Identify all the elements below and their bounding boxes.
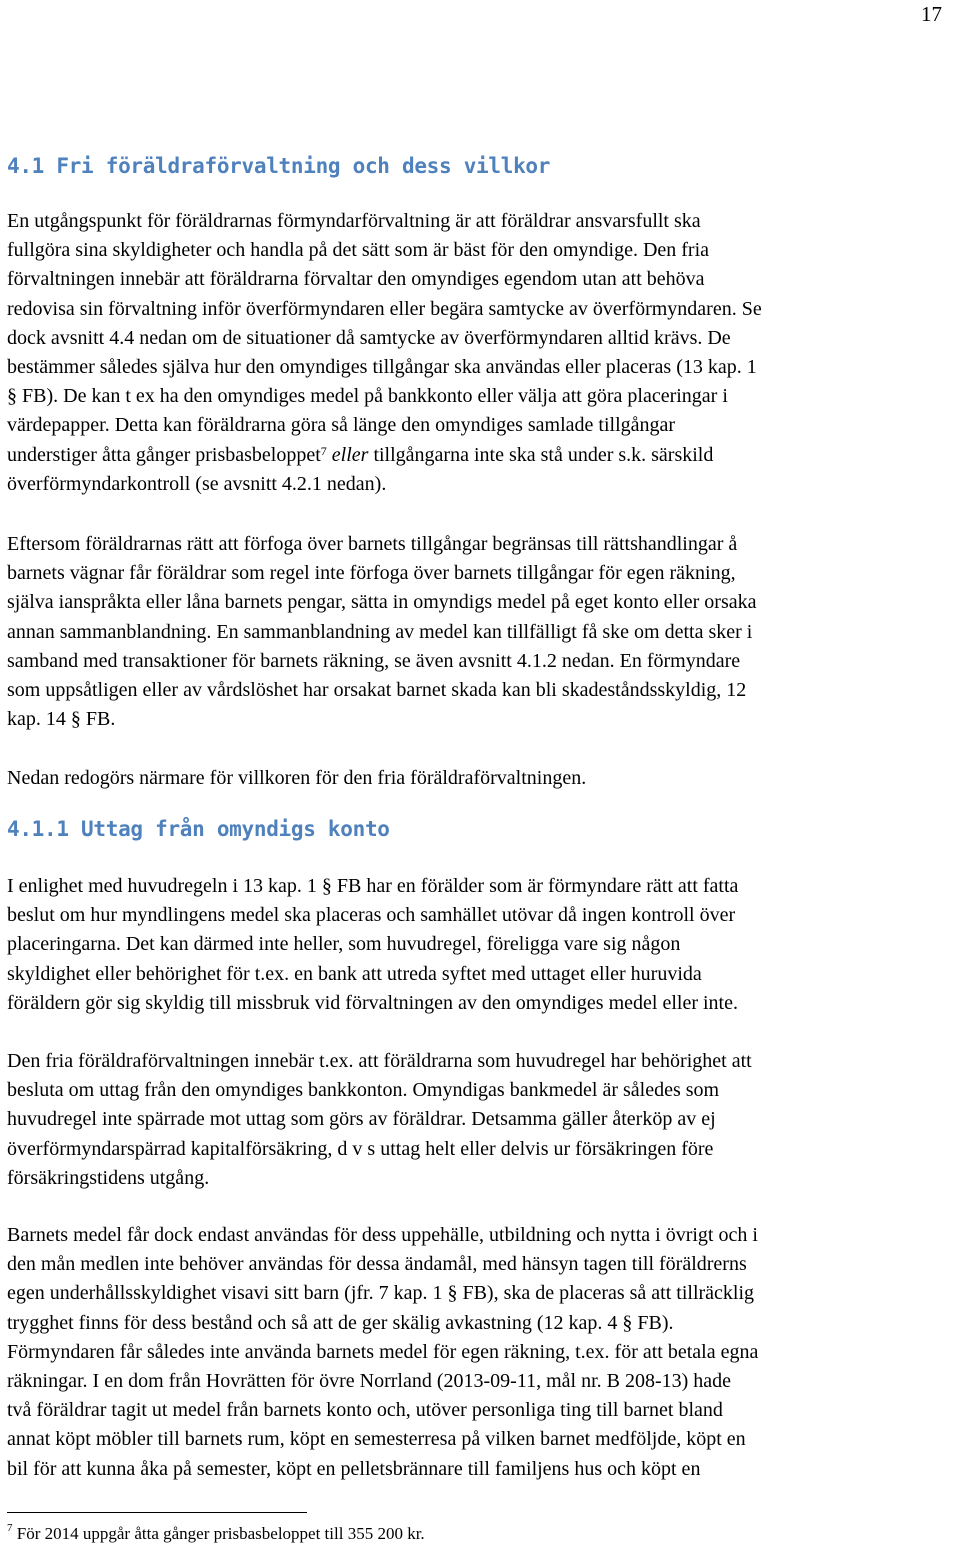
text-line: § FB). De kan t ex ha den omyndiges medel på bankkonto eller välja att göra placeringar i <box>7 385 728 408</box>
text-line: försäkringstidens utgång. <box>7 1166 210 1189</box>
paragraph-2 <box>7 530 954 734</box>
text-line: som uppsåtligen eller av vårdslöshet har orsakat barnet skada kan bli skadeståndsskyldig, 12 <box>7 679 747 702</box>
text-line: kap. 14 § FB. <box>7 708 116 731</box>
text-line: värdepapper. Detta kan föräldrarna göra så länge den omyndiges samlade tillgångar <box>7 414 676 437</box>
text-line: bil för att kunna åka på semester, köpt en pelletsbrännare till familjens hus och köpt en <box>7 1457 701 1480</box>
text-line: förvaltningen innebär att föräldrarna förvaltar den omyndiges egendom utan att behöva <box>7 268 705 291</box>
footnote-divider <box>7 1512 307 1513</box>
paragraph-6 <box>7 1221 954 1484</box>
text-line <box>7 441 954 470</box>
text-line: trygghet finns för dess bestånd och så att de ger skälig avkastning (12 kap. 4 § FB). <box>7 1311 674 1334</box>
subsection-heading: 4.1.1 Uttag från omyndigs konto <box>7 817 390 841</box>
text-line: fullgöra sina skyldigheter och handla på det sätt som är bäst för den omyndige. Den fria <box>7 239 710 262</box>
paragraph-4 <box>7 872 954 1018</box>
footnote-reference[interactable]: 7 <box>320 443 327 458</box>
text-line: räkningar. I en dom från Hovrätten för övre Norrland (2013-09-11, mål nr. B 208-13) hade <box>7 1370 732 1393</box>
text-line: I enlighet med huvudregeln i 13 kap. 1 § FB har en förälder som är förmyndare rätt att fatta <box>7 875 739 897</box>
text-line: dock avsnitt 4.4 nedan om de situationer då samtycke av överförmyndaren alltid krävs. De <box>7 326 731 349</box>
text-line: bestämmer således själva hur den omyndiges tillgångar ska användas eller placeras (13 kap. 1 <box>7 356 757 379</box>
text-line: annan sammanblandning. En sammanblandning av medel kan tillfälligt få ske om detta sker i <box>7 620 753 643</box>
text-segment: tillgångarna inte ska stå under s.k. särskild <box>373 443 714 466</box>
text-line: En utgångspunkt för föräldrarnas förmyndarförvaltning är att föräldrar ansvarsfullt ska <box>7 210 701 232</box>
text-segment: understiger åtta gånger prisbasbeloppet <box>7 443 321 466</box>
text-line: två föräldrar tagit ut medel från barnets konto och, utöver personliga ting till barnet bland <box>7 1399 723 1422</box>
text-line: Den fria föräldraförvaltningen innebär t.ex. att föräldrarna som huvudregel har behörighet att <box>7 1050 752 1072</box>
text-line: överförmyndarspärrad kapitalförsäkring, d v s uttag helt eller delvis ur försäkringen före <box>7 1137 714 1160</box>
text-line: barnets vägnar får föräldrar som regel inte förfoga över barnets tillgångar för egen räkning, <box>7 562 736 585</box>
text-line: huvudregel inte spärrade mot uttag som görs av föräldrar. Detsamma gäller återköp av ej <box>7 1108 716 1131</box>
text-line: annat köpt möbler till barnets rum, köpt en semesterresa på vilken barnet medföljde, köpt en <box>7 1428 746 1451</box>
text-line: placeringarna. Det kan därmed inte heller, som huvudregel, föreligga vare sig någon <box>7 933 681 956</box>
footnote-text: För 2014 uppgår åtta gånger prisbasbeloppet till 355 200 kr. <box>16 1524 425 1543</box>
text-line: redovisa sin förvaltning inför överförmyndaren eller begära samtycke av överförmyndaren. Se <box>7 297 762 320</box>
section-heading: 4.1 Fri föräldraförvaltning och dess villkor <box>7 154 551 178</box>
italic-text: eller <box>331 443 369 466</box>
footnote-number: 7 <box>7 1522 13 1534</box>
text-line: beslut om hur myndlingens medel ska placeras och samhället utövar då ingen kontroll över <box>7 904 736 927</box>
text-line: själva ianspråkta eller låna barnets pengar, sätta in omyndigs medel på eget konto eller orsaka <box>7 591 757 614</box>
text-line: Nedan redogörs närmare för villkoren för den fria föräldraförvaltningen. <box>7 767 587 789</box>
footnote <box>7 1524 425 1544</box>
paragraph-3 <box>7 764 954 793</box>
paragraph-5 <box>7 1047 954 1193</box>
text-line: Eftersom föräldrarnas rätt att förfoga över barnets tillgångar begränsas till rättshandlingar å <box>7 533 738 555</box>
text-line: överförmyndarkontroll (se avsnitt 4.2.1 nedan). <box>7 472 387 495</box>
text-line: Förmyndaren får således inte använda barnets medel för egen räkning, t.ex. för att betala egna <box>7 1340 759 1363</box>
text-line: egen underhållsskyldighet visavi sitt barn (jfr. 7 kap. 1 § FB), ska de placeras så att tillräcklig <box>7 1282 755 1305</box>
page-number: 17 <box>921 2 942 26</box>
text-line: Barnets medel får dock endast användas för dess uppehälle, utbildning och nytta i övrigt och i <box>7 1224 758 1246</box>
text-line: besluta om uttag från den omyndiges bankkonton. Omyndigas bankmedel är således som <box>7 1079 720 1102</box>
text-line: skyldighet eller behörighet för t.ex. en bank att utreda syftet med uttaget eller huruvida <box>7 962 702 985</box>
text-line: föräldern gör sig skyldig till missbruk vid förvaltningen av den omyndiges medel eller inte. <box>7 991 738 1014</box>
text-line: samband med transaktioner för barnets räkning, se även avsnitt 4.1.2 nedan. En förmyndare <box>7 649 741 672</box>
text-line: den mån medlen inte behöver användas för dessa ändamål, med hänsyn tagen till föräldrerns <box>7 1253 747 1276</box>
paragraph-1 <box>7 207 954 499</box>
